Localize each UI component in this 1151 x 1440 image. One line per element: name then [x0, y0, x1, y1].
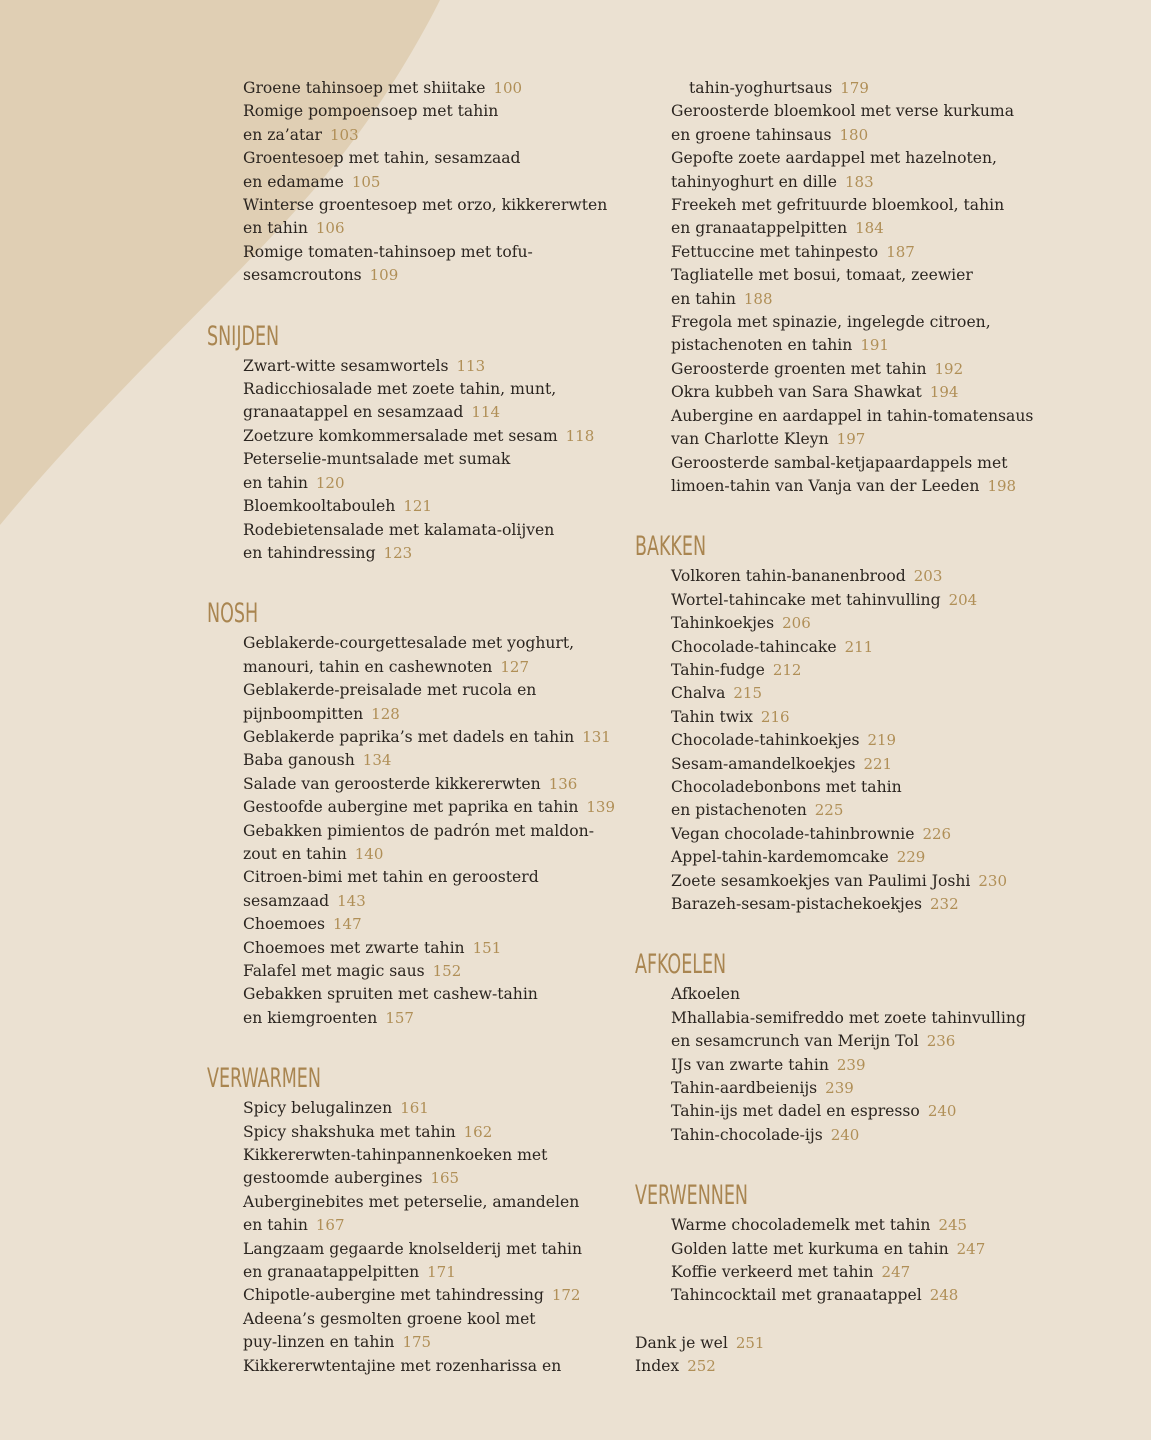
toc-page-number: 140 — [354, 844, 384, 863]
toc-entry-title: en tahin — [243, 219, 308, 238]
toc-page-number: 162 — [463, 1122, 493, 1141]
toc-entry-title: Kikkererwtentajine met rozenharissa en — [243, 1356, 562, 1375]
toc-page-number: 239 — [825, 1079, 854, 1098]
toc-page-number: 194 — [929, 383, 959, 402]
toc-entry[interactable] — [653, 823, 1075, 846]
toc-page-number: 239 — [836, 1055, 866, 1074]
toc-entry-title: Chalva — [671, 684, 726, 703]
toc-entry-title: Choemoes — [243, 915, 325, 934]
toc-page-number: 175 — [402, 1333, 432, 1352]
toc-page-number: 165 — [430, 1169, 460, 1188]
toc-entry-title: Fregola met spinazie, ingelegde citroen, — [671, 313, 991, 332]
toc-entry-title: Tahin-ijs met dadel en espresso — [671, 1102, 920, 1121]
toc-section-list — [653, 565, 1075, 916]
toc-page-number: 157 — [385, 1008, 414, 1027]
toc-entry[interactable] — [653, 241, 1075, 264]
toc-entry-title: Geroosterde bloemkool met verse kurkuma — [671, 102, 1015, 121]
toc-entry[interactable] — [653, 846, 1075, 869]
toc-entry[interactable] — [653, 612, 1075, 635]
toc-page-number: 204 — [948, 590, 978, 609]
toc-entry[interactable] — [653, 706, 1075, 729]
toc-page-number: 236 — [926, 1032, 956, 1051]
toc-entry-title: Winterse groentesoep met orzo, kikkererwten — [243, 196, 608, 215]
toc-entry-title: granaatappel en sesamzaad — [243, 403, 464, 422]
toc-page-number: 198 — [987, 476, 1017, 495]
toc-entry[interactable] — [225, 1284, 607, 1307]
toc-entry-title: Bloemkooltabouleh — [243, 497, 396, 516]
toc-entry[interactable] — [225, 378, 607, 425]
toc-column-left — [207, 77, 616, 1378]
toc-page-number: 134 — [362, 751, 392, 770]
section-heading: AFKOELEN — [635, 949, 727, 981]
toc-entry-title: Spicy shakshuka met tahin — [243, 1122, 456, 1141]
toc-page-number: 179 — [840, 79, 869, 97]
toc-entry[interactable] — [225, 1355, 607, 1378]
toc-entry-title: puy-linzen en tahin — [243, 1333, 395, 1352]
toc-entry[interactable] — [653, 77, 1075, 100]
toc-page-number: 232 — [929, 895, 959, 913]
toc-page-number: 183 — [844, 172, 874, 191]
toc-column-right — [635, 77, 1075, 1379]
toc-page-number: 240 — [927, 1102, 957, 1121]
toc-entry[interactable] — [653, 1238, 1075, 1261]
toc-entry[interactable] — [653, 893, 1075, 916]
toc-page-number: 184 — [855, 219, 884, 238]
toc-entry[interactable] — [653, 682, 1075, 705]
toc-entry-title: Kikkererwten-tahinpannenkoeken met — [243, 1146, 548, 1165]
toc-entry-title: Okra kubbeh van Sara Shawkat — [671, 383, 922, 402]
toc-entry[interactable] — [225, 796, 616, 819]
toc-entry[interactable] — [653, 147, 1075, 194]
toc-entry-title: Geroosterde groenten met tahin — [671, 359, 927, 378]
toc-entry-title: Barazeh-sesam-pistachekoekjes — [671, 895, 922, 913]
toc-entry[interactable] — [653, 1284, 1075, 1307]
toc-entry-title: Chocoladebonbons met tahin — [671, 777, 902, 796]
toc-entry[interactable] — [653, 358, 1075, 381]
toc-entry-title: en pistachenoten — [671, 801, 807, 820]
toc-page-number: 247 — [956, 1239, 986, 1258]
toc-entry-title: Gebakken pimientos de padrón met maldon- — [243, 821, 594, 840]
toc-entry-title: Peterselie-muntsalade met sumak — [243, 450, 511, 469]
toc-page-number: 105 — [351, 172, 381, 191]
toc-entry[interactable] — [225, 100, 607, 147]
toc-page-number: 251 — [735, 1333, 765, 1352]
toc-entry-title: Aubergine en aardappel in tahin-tomatensaus — [671, 406, 1034, 425]
toc-entry-title: Romige pompoensoep met tahin — [243, 102, 499, 121]
toc-entry-title: Adeena’s gesmolten groene kool met — [243, 1309, 536, 1328]
toc-entry-title: Zoete sesamkoekjes van Paulimi Joshi — [671, 871, 971, 890]
toc-entry[interactable] — [653, 264, 1075, 311]
toc-page-number: 106 — [315, 219, 345, 238]
toc-entry-title: Geroosterde sambal-ketjapaardappels met — [671, 453, 1008, 472]
toc-entry-title: Falafel met magic saus — [243, 962, 425, 980]
toc-entry-title: en tahin — [243, 473, 308, 492]
toc-entry[interactable] — [653, 100, 1075, 147]
section-heading: SNIJDEN — [207, 320, 280, 352]
toc-entry-title: Spicy belugalinzen — [243, 1099, 393, 1118]
toc-entry-title: Index — [635, 1357, 680, 1376]
toc-entry-title: sesamcroutons — [243, 266, 362, 285]
toc-page-number: 197 — [836, 430, 866, 449]
toc-page-number: 226 — [922, 824, 952, 843]
toc-entry[interactable] — [653, 753, 1075, 776]
toc-page-number: 171 — [427, 1263, 456, 1282]
toc-entry-title: Golden latte met kurkuma en tahin — [671, 1239, 949, 1258]
toc-entry-title: tahinyoghurt en dille — [671, 172, 837, 191]
toc-section-list — [225, 77, 607, 288]
toc-entry-title: pistachenoten en tahin — [671, 336, 853, 355]
toc-section-list — [225, 355, 607, 566]
toc-page-number: 172 — [551, 1286, 581, 1305]
toc-entry-title: Wortel-tahincake met tahinvulling — [671, 590, 941, 609]
toc-page-number: 192 — [934, 359, 964, 378]
toc-page-number: 245 — [938, 1216, 968, 1235]
toc-page-number: 139 — [586, 798, 616, 817]
toc-entry[interactable] — [653, 1124, 1075, 1147]
toc-entry[interactable] — [225, 495, 607, 518]
toc-entry-title: Afkoelen — [671, 985, 741, 1004]
toc-page-number: 131 — [582, 727, 611, 746]
toc-entry-title: en tahin — [671, 289, 736, 308]
toc-entry-title: Langzaam gegaarde knolselderij met tahin — [243, 1239, 583, 1258]
toc-page-number: 147 — [333, 915, 362, 934]
toc-page-number: 128 — [371, 704, 400, 723]
toc-entry-title: Tahin twix — [671, 707, 753, 726]
toc-page-number: 215 — [733, 684, 763, 703]
toc-page-number: 252 — [687, 1357, 716, 1376]
toc-page-number: 136 — [548, 774, 578, 793]
toc-page-number: 221 — [863, 754, 893, 773]
toc-page-number: 127 — [500, 657, 529, 676]
toc-entry-title: Radicchiosalade met zoete tahin, munt, — [243, 380, 557, 399]
toc-entry-title: Mhallabia-semifreddo met zoete tahinvulling — [671, 1008, 1026, 1027]
toc-entry-title: sesamzaad — [243, 891, 330, 910]
toc-section-list — [225, 1097, 607, 1378]
toc-page-number: 152 — [432, 962, 462, 980]
toc-entry[interactable] — [225, 241, 607, 288]
toc-entry[interactable] — [225, 632, 607, 679]
toc-section-list — [225, 632, 616, 1030]
toc-page-number: 188 — [743, 289, 773, 308]
toc-entry[interactable] — [225, 913, 607, 936]
toc-page-number: 103 — [330, 125, 359, 144]
toc-entry-title: en sesamcrunch van Merijn Tol — [671, 1032, 919, 1051]
spacer — [635, 1308, 1075, 1332]
toc-entry-title: Chocolade-tahincake — [671, 637, 837, 656]
toc-entry-title: Geblakerde paprika’s met dadels en tahin — [243, 727, 575, 746]
toc-entry[interactable] — [653, 636, 1075, 659]
toc-page-number: 143 — [337, 891, 366, 910]
toc-page-number: 121 — [403, 497, 432, 516]
toc-entry-title: Groentesoep met tahin, sesamzaad — [243, 149, 521, 168]
toc-entry-title: Choemoes met zwarte tahin — [243, 938, 465, 957]
toc-entry-title: manouri, tahin en cashewnoten — [243, 657, 493, 676]
toc-entry[interactable] — [653, 194, 1075, 241]
toc-page-number: 212 — [772, 660, 802, 679]
toc-entry[interactable] — [653, 565, 1075, 588]
toc-page-number: 167 — [315, 1216, 345, 1235]
toc-page-number: 151 — [472, 938, 502, 957]
toc-entry-title: Tahin-aardbeienijs — [671, 1079, 818, 1098]
toc-entry-title: Geblakerde-preisalade met rucola en — [243, 681, 537, 700]
toc-entry-title: en za’atar — [243, 125, 323, 144]
toc-section-list — [653, 983, 1075, 1147]
toc-page-number: 113 — [456, 356, 486, 375]
toc-entry-title: Dank je wel — [635, 1333, 728, 1352]
toc-entry-title: Romige tomaten-tahinsoep met tofu- — [243, 242, 533, 261]
toc-entry[interactable] — [653, 729, 1075, 752]
section-heading: BAKKEN — [635, 531, 707, 563]
toc-entry-title: en tahindressing — [243, 543, 376, 562]
toc-entry-title: zout en tahin — [243, 844, 347, 863]
toc-entry[interactable] — [225, 1144, 607, 1191]
toc-entry-title: Koffie verkeerd met tahin — [671, 1263, 874, 1282]
toc-page-number: 100 — [493, 79, 523, 97]
toc-entry[interactable] — [653, 983, 1075, 1006]
toc-entry-title: Gestoofde aubergine met paprika en tahin — [243, 798, 579, 817]
toc-entry[interactable] — [225, 1121, 607, 1144]
toc-page-number: 109 — [369, 266, 399, 285]
toc-page-number: 248 — [929, 1286, 959, 1305]
toc-page-number: 114 — [471, 403, 501, 422]
toc-entry[interactable] — [653, 1100, 1075, 1123]
toc-entry[interactable] — [225, 147, 607, 194]
toc-entry-title: Volkoren tahin-bananenbrood — [671, 567, 906, 586]
toc-entry-title: Sesam-amandelkoekjes — [671, 754, 856, 773]
toc-entry-title: Salade van geroosterde kikkererwten — [243, 774, 541, 793]
toc-page-number: 118 — [565, 426, 595, 445]
toc-entry-title: en edamame — [243, 172, 344, 191]
toc-entry[interactable] — [653, 381, 1075, 404]
toc-entry[interactable] — [225, 937, 607, 960]
toc-entry[interactable] — [225, 1308, 607, 1355]
toc-entry[interactable] — [225, 983, 607, 1030]
toc-entry[interactable] — [225, 194, 607, 241]
toc-entry-title: Warme chocolademelk met tahin — [671, 1216, 931, 1235]
toc-entry[interactable] — [225, 1191, 607, 1238]
toc-entry[interactable] — [653, 1007, 1075, 1054]
toc-entry-title: Groene tahinsoep met shiitake — [243, 79, 486, 97]
section-heading: NOSH — [207, 598, 259, 630]
toc-page-number: 229 — [896, 848, 926, 867]
toc-entry-title: van Charlotte Kleyn — [671, 430, 829, 449]
toc-entry[interactable] — [653, 659, 1075, 682]
toc-page-number: 240 — [830, 1125, 860, 1144]
toc-entry[interactable] — [653, 452, 1075, 499]
toc-entry-title: en granaatappelpitten — [243, 1263, 420, 1282]
toc-entry[interactable] — [653, 1054, 1075, 1077]
toc-page-number: 123 — [383, 543, 413, 562]
toc-page-number: 225 — [814, 801, 844, 820]
toc-entry-title: gestoomde aubergines — [243, 1169, 423, 1188]
toc-page-number: 203 — [913, 567, 943, 586]
toc-page-number: 219 — [867, 731, 897, 750]
toc-entry[interactable] — [225, 1238, 607, 1285]
toc-entry[interactable] — [225, 960, 607, 983]
toc-page-number: 161 — [400, 1099, 429, 1118]
toc-entry[interactable] — [225, 726, 611, 749]
toc-entry-title: Vegan chocolade-tahinbrownie — [671, 824, 915, 843]
toc-entry-title: en granaatappelpitten — [671, 219, 848, 238]
toc-entry-title: Tagliatelle met bosui, tomaat, zeewier — [671, 266, 973, 285]
toc-page-number: 120 — [315, 473, 345, 492]
toc-entry-title: Auberginebites met peterselie, amandelen — [243, 1192, 580, 1211]
toc-entry-title: Rodebietensalade met kalamata-olijven — [243, 520, 555, 539]
toc-entry-title: Zoetzure komkommersalade met sesam — [243, 426, 558, 445]
toc-entry-title: Gebakken spruiten met cashew-tahin — [243, 985, 538, 1004]
toc-page-number: 211 — [844, 637, 874, 656]
toc-page-number: 180 — [839, 125, 869, 144]
toc-entry[interactable] — [225, 749, 607, 772]
toc-entry-title: tahin-yoghurtsaus — [689, 79, 833, 97]
toc-entry[interactable] — [225, 773, 607, 796]
toc-entry-title: Appel-tahin-kardemomcake — [671, 848, 889, 867]
toc-entry[interactable] — [635, 1355, 1075, 1378]
toc-entry-title: limoen-tahin van Vanja van der Leeden — [671, 476, 980, 495]
toc-entry-title: Chocolade-tahinkoekjes — [671, 731, 860, 750]
toc-entry-title: Chipotle-aubergine met tahindressing — [243, 1286, 544, 1305]
toc-page-number: 247 — [881, 1263, 911, 1282]
toc-entry[interactable] — [225, 448, 607, 495]
toc-entry[interactable] — [653, 870, 1075, 893]
toc-entry[interactable] — [653, 311, 1075, 358]
toc-entry-title: Citroen-bimi met tahin en geroosterd — [243, 868, 539, 887]
toc-entry[interactable] — [225, 866, 607, 913]
toc-entry-title: Tahin-chocolade-ijs — [671, 1125, 823, 1144]
toc-entry[interactable] — [225, 519, 607, 566]
toc-entry-title: Gepofte zoete aardappel met hazelnoten, — [671, 149, 997, 168]
toc-entry[interactable] — [225, 355, 607, 378]
toc-page-number: 216 — [760, 707, 790, 726]
toc-entry-title: Freekeh met gefrituurde bloemkool, tahin — [671, 196, 1005, 215]
toc-entry[interactable] — [635, 1332, 1075, 1355]
toc-entry[interactable] — [225, 820, 607, 867]
toc-entry[interactable] — [225, 425, 607, 448]
toc-entry-title: Tahinkoekjes — [671, 614, 775, 633]
toc-entry-title: en groene tahinsaus — [671, 125, 832, 144]
section-heading: VERWARMEN — [207, 1063, 321, 1095]
toc-entry-title: IJs van zwarte tahin — [671, 1055, 829, 1074]
toc-page-number: 187 — [886, 242, 915, 261]
toc-entry-title: Baba ganoush — [243, 751, 355, 770]
toc-section-list — [653, 77, 1075, 498]
toc-entry[interactable] — [653, 405, 1075, 452]
toc-entry[interactable] — [225, 679, 607, 726]
toc-entry-title: Tahincocktail met granaatappel — [671, 1286, 922, 1305]
toc-entry-title: Tahin-fudge — [671, 660, 765, 679]
toc-entry[interactable] — [225, 77, 607, 100]
toc-entry-title: Fettuccine met tahinpesto — [671, 242, 879, 261]
toc-entry-title: Zwart-witte sesamwortels — [243, 356, 449, 375]
toc-entry-title: en kiemgroenten — [243, 1008, 378, 1027]
toc-page-number: 191 — [860, 336, 889, 355]
toc-entry[interactable] — [653, 1077, 1075, 1100]
toc-entry[interactable] — [653, 776, 1075, 823]
toc-page-number: 230 — [978, 871, 1008, 890]
toc-entry[interactable] — [653, 1261, 1075, 1284]
toc-entry[interactable] — [653, 589, 1075, 612]
toc-entry-title: Geblakerde-courgettesalade met yoghurt, — [243, 634, 575, 653]
toc-page-number: 206 — [782, 614, 811, 633]
toc-entry[interactable] — [653, 1214, 1075, 1237]
toc-section-list — [653, 1214, 1075, 1308]
toc-entry[interactable] — [225, 1097, 607, 1120]
toc-entry-title: en tahin — [243, 1216, 308, 1235]
toc-entry-title: pijnboompitten — [243, 704, 364, 723]
section-heading: VERWENNEN — [635, 1180, 749, 1212]
